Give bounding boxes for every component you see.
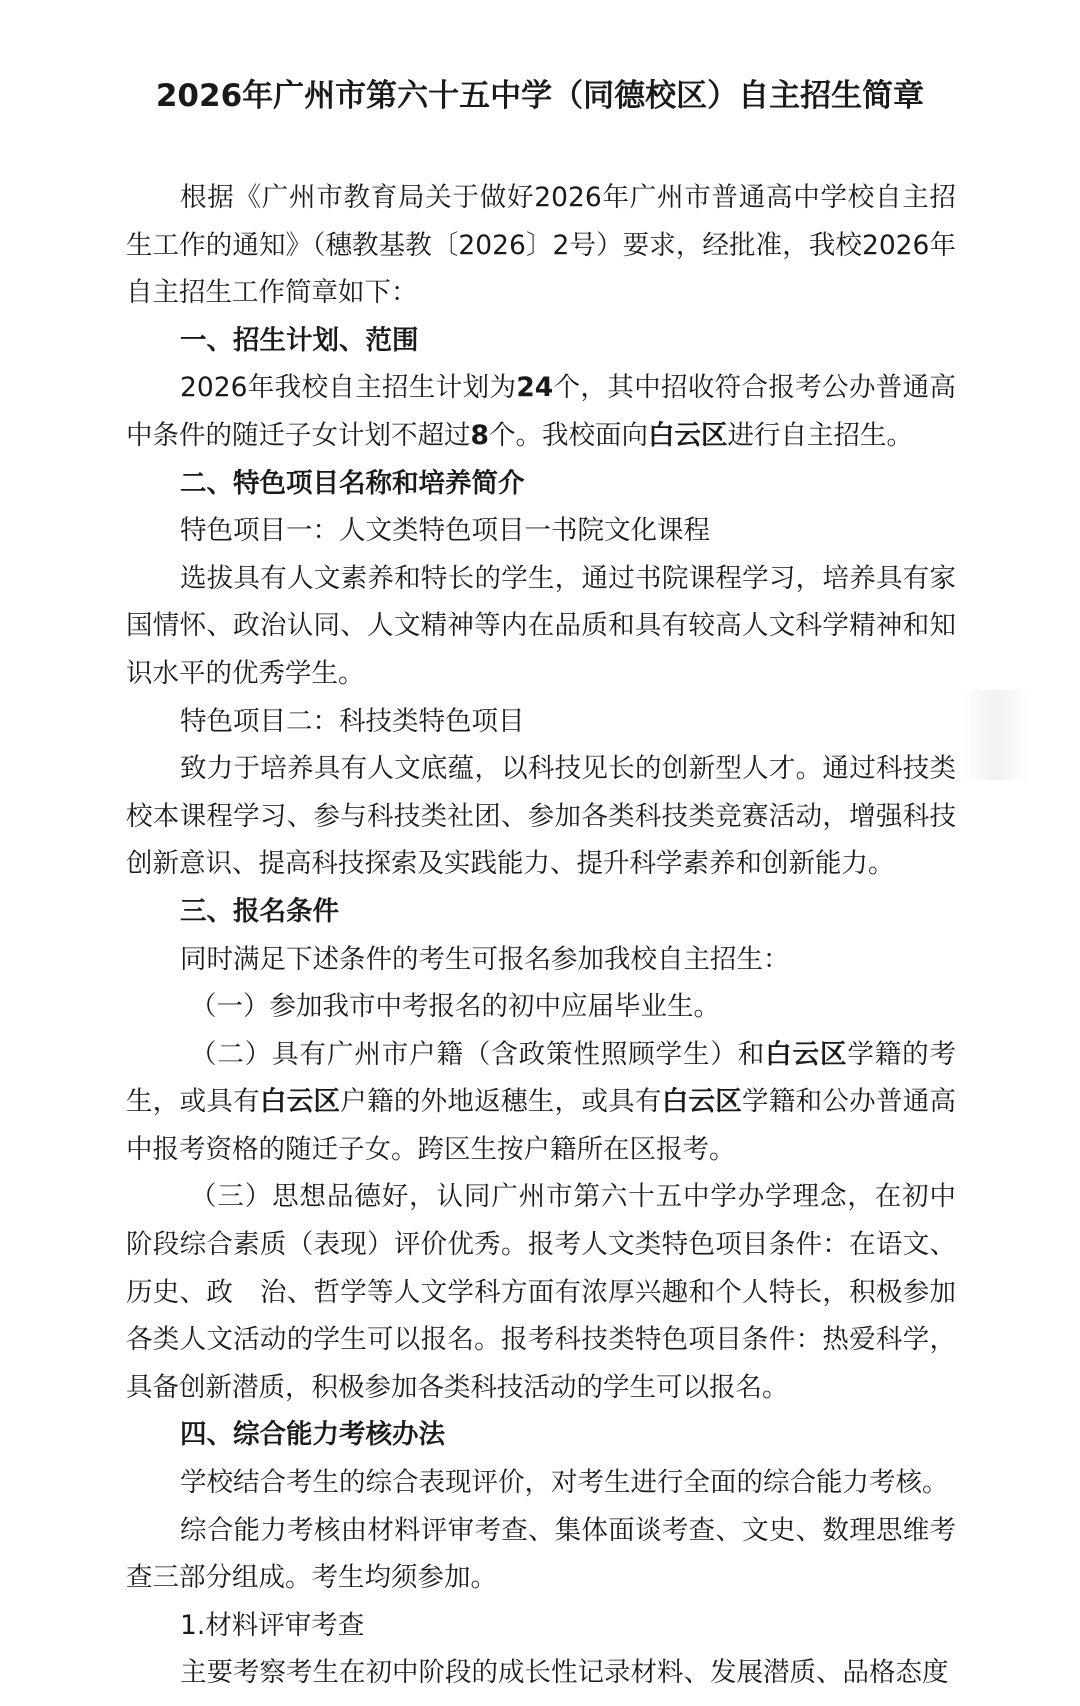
section-1-paragraph <box>126 364 956 459</box>
condition-1: （一）参加我市中考报名的初中应届毕业生。 <box>190 991 720 1023</box>
project-1-title: 特色项目一：人文类特色项目一书院文化课程 <box>180 515 710 547</box>
c2-district-3: 白云区 <box>661 1086 743 1118</box>
project-2-description: 致力于培养具有人文底蕴，以科技见长的创新型人才。通过科技类校本课程学习、参与科技类社团、参加各类科技类竞赛活动，增强科技创新意识、提高科技探索及实践能力、提升科学素养和创新能力。 <box>126 753 956 880</box>
section-1-heading: 一、招生计划、范围 <box>180 324 419 356</box>
project-2-title: 特色项目二：科技类特色项目 <box>180 705 525 737</box>
s1-quota-total: 24 <box>516 372 554 404</box>
section-4-paragraph-1: 学校结合考生的综合表现评价，对考生进行全面的综合能力考核。 <box>180 1467 949 1499</box>
section-4-paragraph-2: 综合能力考核由材料评审考查、集体面谈考查、文史、数理思维考查三部分组成。考生均须参加。 <box>126 1514 956 1594</box>
s1-text-e: 个。我校面向 <box>488 419 648 451</box>
condition-3: （三）思想品德好，认同广州市第六十五中学办学理念，在初中阶段综合素质（表现）评价优秀。报考人文类特色项目条件：在语文、历史、政 治、哲学等人文学科方面有浓厚兴趣和个人特长，积极参加各类人文活动的学生可以报名。报考科技类特色项目条件：热爱科学，具备创新潜质，积极参加各类科技活动的学生可以报名。 <box>126 1181 956 1403</box>
document-body <box>126 174 956 1697</box>
c2-text-g: 学籍和公办普通高中报考资格的随迁子女。跨区生按户籍所在区报考。 <box>126 1086 957 1165</box>
s1-district: 白云区 <box>647 419 728 451</box>
subsection-1-text: 主要考察考生在初中阶段的成长性记录材料、发展潜质、品格态度 <box>180 1657 949 1689</box>
c2-text-c: 学籍的考生，或具有 <box>126 1038 957 1118</box>
c2-district-2: 白云区 <box>259 1086 341 1118</box>
subsection-1-title: 1.材料评审考查 <box>180 1609 365 1641</box>
s1-text-c: 个，其中招收符合报考公办普通高中条件的随迁子女计划不超过 <box>126 372 957 451</box>
project-1-description: 选拔具有人文素养和特长的学生，通过书院课程学习，培养具有家国情怀、政治认同、人文精神等内在品质和具有较高人文科学精神和知识水平的优秀学生。 <box>126 562 956 689</box>
condition-2 <box>126 1031 956 1174</box>
intro-paragraph: 根据《广州市教育局关于做好2026年广州市普通高中学校自主招生工作的通知》（穗教基教〔2026〕2号）要求，经批准，我校2026年自主招生工作简章如下： <box>126 182 956 309</box>
c2-district-1: 白云区 <box>765 1038 848 1070</box>
section-3-lead: 同时满足下述条件的考生可报名参加我校自主招生： <box>180 943 790 975</box>
section-2-heading: 二、特色项目名称和培养简介 <box>180 467 525 499</box>
section-4-heading: 四、综合能力考核办法 <box>180 1419 445 1451</box>
s1-quota-migrant: 8 <box>470 419 489 451</box>
document-title: 2026年广州市第六十五中学（同德校区）自主招生简章 <box>155 78 925 114</box>
section-3-heading: 三、报名条件 <box>180 895 339 927</box>
s1-text-g: 进行自主招生。 <box>727 419 913 451</box>
c2-text-e: 户籍的外地返穗生，或具有 <box>340 1086 662 1118</box>
photo-glare <box>960 690 1030 780</box>
c2-text-a: （二）具有广州市户籍（含政策性照顾学生）和 <box>190 1038 766 1070</box>
s1-text-a: 2026年我校自主招生计划为 <box>180 372 517 404</box>
